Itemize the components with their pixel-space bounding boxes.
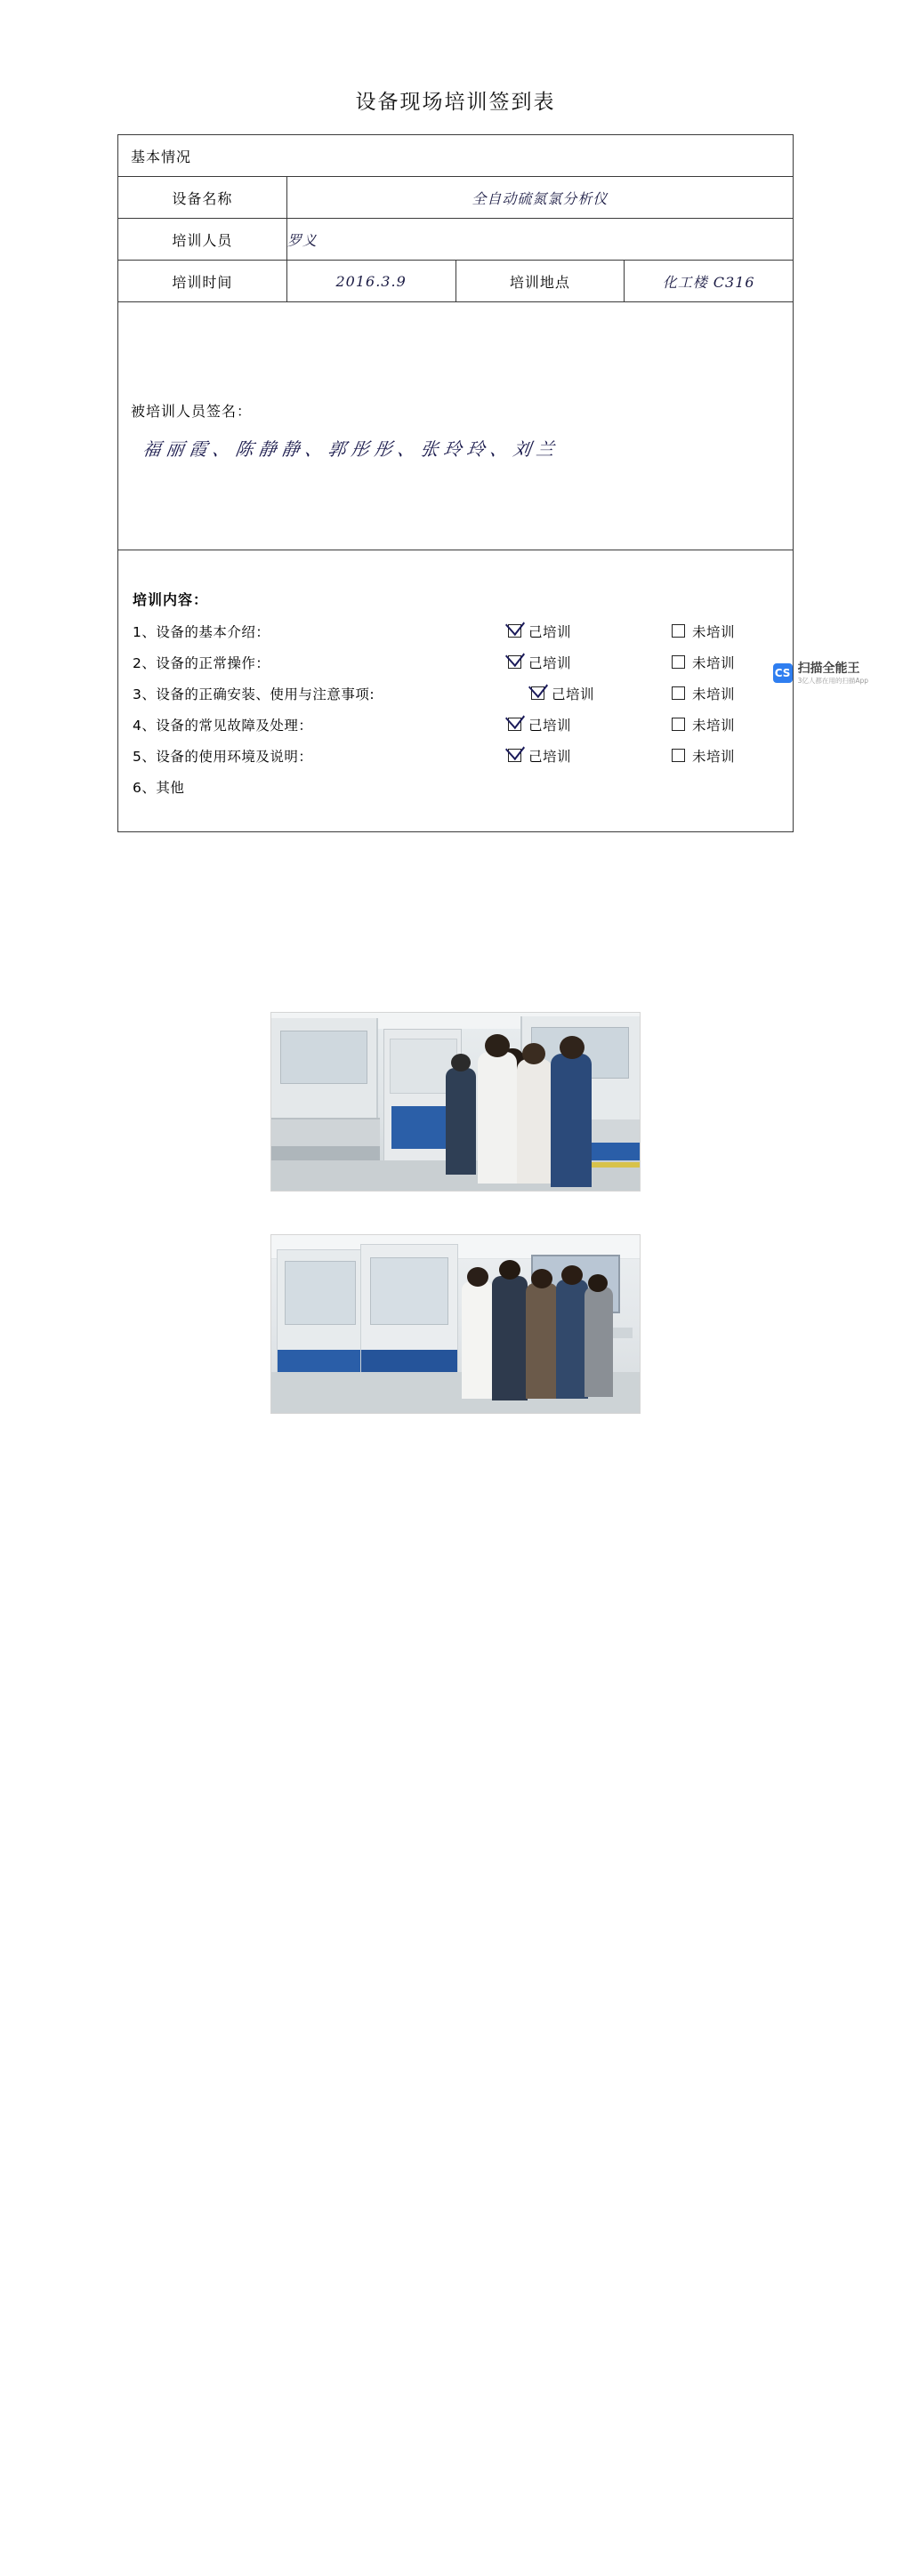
content-item-5-done-label: 己培训 bbox=[528, 748, 572, 765]
checkbox-icon[interactable] bbox=[672, 718, 685, 731]
content-item-5 bbox=[133, 746, 778, 766]
photo2-person-1-head bbox=[467, 1267, 488, 1287]
table-row-basic bbox=[118, 135, 794, 177]
table-row-equipment bbox=[118, 177, 794, 219]
basic-info-label: 基本情况 bbox=[118, 135, 794, 177]
checkbox-checked-icon[interactable] bbox=[508, 624, 521, 638]
content-item-1 bbox=[133, 622, 778, 641]
photo2-person-4 bbox=[556, 1280, 588, 1399]
signature-label: 被培训人员签名： bbox=[131, 403, 253, 420]
camscanner-name: 扫描全能王 bbox=[797, 662, 860, 676]
checkbox-checked-icon[interactable] bbox=[508, 718, 521, 731]
photo1-person-4 bbox=[551, 1054, 592, 1187]
camscanner-tagline: 3亿人都在用的扫描App bbox=[797, 676, 868, 685]
training-content-cell bbox=[118, 550, 794, 832]
photo2-person-4-head bbox=[561, 1265, 583, 1285]
checkbox-icon[interactable] bbox=[672, 624, 685, 638]
content-item-3 bbox=[133, 684, 778, 703]
table-row-trainer bbox=[118, 219, 794, 261]
content-item-2 bbox=[133, 653, 778, 672]
training-content-heading: 培训内容： bbox=[133, 590, 209, 608]
training-photo-1 bbox=[270, 1012, 641, 1192]
photo1-hood-glass bbox=[280, 1031, 367, 1084]
content-item-5-not-done-label: 未培训 bbox=[692, 748, 736, 765]
content-item-4 bbox=[133, 715, 778, 734]
trainer-value: 罗义 bbox=[286, 219, 793, 261]
table-row-signatures bbox=[118, 302, 794, 550]
photo2-person-3-head bbox=[531, 1269, 552, 1288]
signature-cell bbox=[118, 302, 794, 550]
training-form bbox=[117, 134, 794, 832]
content-item-4-options bbox=[508, 715, 778, 734]
content-item-3-not-done[interactable] bbox=[672, 684, 778, 703]
photo1-person-1 bbox=[446, 1068, 476, 1175]
checkbox-icon[interactable] bbox=[672, 686, 685, 700]
content-item-4-not-done[interactable] bbox=[672, 715, 778, 734]
signature-handwriting: 福丽霞、陈静静、郭彤彤、张玲玲、刘兰 bbox=[141, 438, 561, 460]
content-item-5-not-done[interactable] bbox=[672, 746, 778, 766]
training-place-label: 培训地点 bbox=[456, 261, 625, 302]
content-item-1-done-label: 己培训 bbox=[528, 623, 572, 640]
trainer-label: 培训人员 bbox=[118, 219, 287, 261]
photo1-person-2 bbox=[478, 1052, 517, 1184]
training-photo-2 bbox=[270, 1234, 641, 1414]
content-item-2-options bbox=[508, 653, 778, 672]
checkbox-icon[interactable] bbox=[672, 655, 685, 669]
photo2-fume-hood-b bbox=[360, 1244, 458, 1388]
content-item-2-text: 2、设备的正常操作： bbox=[133, 654, 270, 671]
content-item-1-options bbox=[508, 622, 778, 641]
table-row-time-place bbox=[118, 261, 794, 302]
content-item-6-text: 6、其他 bbox=[133, 779, 185, 796]
content-item-2-not-done[interactable] bbox=[672, 653, 778, 672]
content-item-2-done[interactable] bbox=[508, 653, 625, 672]
checkbox-checked-icon[interactable] bbox=[508, 749, 521, 762]
table-row-content bbox=[118, 550, 794, 832]
content-item-3-options bbox=[531, 684, 778, 703]
content-item-1-done[interactable] bbox=[508, 622, 625, 641]
equipment-name-label: 设备名称 bbox=[118, 177, 287, 219]
training-time-label: 培训时间 bbox=[118, 261, 287, 302]
content-item-1-not-done[interactable] bbox=[672, 622, 778, 641]
photo2-fume-hood-a bbox=[277, 1249, 364, 1384]
content-item-1-not-done-label: 未培训 bbox=[692, 623, 736, 640]
checkbox-icon[interactable] bbox=[672, 749, 685, 762]
photo1-person-3 bbox=[517, 1059, 552, 1184]
content-item-2-not-done-label: 未培训 bbox=[692, 654, 736, 671]
content-item-6 bbox=[133, 777, 778, 797]
photo1-fume-hood-left bbox=[271, 1018, 378, 1132]
equipment-name-value: 全自动硫氮氯分析仪 bbox=[286, 177, 793, 219]
checkbox-checked-icon[interactable] bbox=[508, 655, 521, 669]
photo2-person-2 bbox=[492, 1276, 528, 1400]
page-title: 设备现场培训签到表 bbox=[355, 91, 556, 114]
content-item-5-text: 5、设备的使用环境及说明： bbox=[133, 748, 313, 765]
photo1-person-1-head bbox=[451, 1054, 471, 1071]
content-item-4-text: 4、设备的常见故障及处理： bbox=[133, 717, 313, 734]
camscanner-logo-icon: CS bbox=[773, 663, 793, 683]
content-item-2-done-label: 己培训 bbox=[528, 654, 572, 671]
content-item-4-not-done-label: 未培训 bbox=[692, 717, 736, 734]
photo2-hood-b-glass bbox=[370, 1257, 448, 1325]
training-place-value: 化工楼 C316 bbox=[625, 261, 794, 302]
photo2-person-3 bbox=[526, 1283, 558, 1399]
content-item-5-options bbox=[508, 746, 778, 766]
photo2-person-5 bbox=[584, 1287, 613, 1397]
training-time-value: 2016.3.9 bbox=[286, 261, 456, 302]
checkbox-checked-icon[interactable] bbox=[531, 686, 544, 700]
photo1-person-4-head bbox=[560, 1036, 584, 1059]
content-item-4-done[interactable] bbox=[508, 715, 625, 734]
photo1-person-2-head bbox=[485, 1034, 510, 1057]
photo2-person-2-head bbox=[499, 1260, 520, 1280]
photo2-person-5-head bbox=[588, 1274, 608, 1292]
content-item-3-not-done-label: 未培训 bbox=[692, 686, 736, 702]
photo2-hood-a-glass bbox=[285, 1261, 356, 1325]
camscanner-watermark bbox=[773, 662, 868, 685]
content-item-3-text: 3、设备的正确安装、使用与注意事项: bbox=[133, 686, 375, 702]
content-item-3-done-label: 己培训 bbox=[552, 686, 595, 702]
content-item-1-text: 1、设备的基本介绍： bbox=[133, 623, 270, 640]
photo1-person-3-head bbox=[522, 1043, 545, 1064]
content-item-4-done-label: 己培训 bbox=[528, 717, 572, 734]
photo2-person-1 bbox=[462, 1281, 494, 1399]
content-item-5-done[interactable] bbox=[508, 746, 625, 766]
photo1-instrument-panel bbox=[391, 1106, 454, 1149]
content-item-3-done[interactable] bbox=[531, 684, 636, 703]
